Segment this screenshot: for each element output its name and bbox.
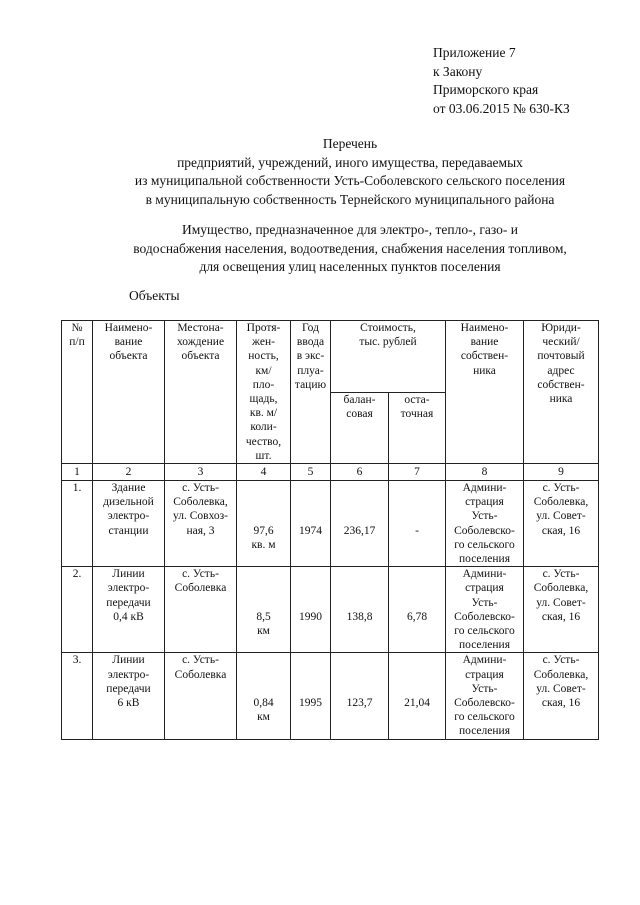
cell-balance: 138,8 [331, 567, 389, 653]
cell-year: 1974 [291, 481, 331, 567]
column-number: 7 [389, 464, 446, 481]
cell-residual: 6,78 [389, 567, 446, 653]
cell-address: с. Усть- Соболевка, ул. Совет- ская, 16 [524, 481, 599, 567]
column-number: 2 [93, 464, 165, 481]
heading-line: из муниципальной собственности Усть-Соболевского сельского поселения [134, 173, 566, 188]
table-row [62, 567, 599, 653]
column-number: 3 [165, 464, 237, 481]
appendix-line: от 03.06.2015 № 630-КЗ [433, 100, 570, 116]
column-number: 1 [62, 464, 93, 481]
cell-residual: 21,04 [389, 653, 446, 739]
column-number-row [62, 464, 599, 481]
subheading-line: водоснабжения населения, водоотведения, снабжения населения топливом, [133, 240, 567, 256]
cell-length: 8,5 км [237, 567, 291, 653]
cell-balance: 236,17 [331, 481, 389, 567]
cell-name: Линии электро- передачи 6 кВ [93, 653, 165, 739]
cell-no: 3. [62, 653, 93, 739]
cell-owner: Админи- страция Усть- Соболевско- го сельского поселения [446, 567, 524, 653]
heading-line: предприятий, учреждений, иного имущества, передаваемых [177, 154, 523, 170]
objects-label: Объекты [129, 288, 180, 303]
header-residual: оста- точная [389, 392, 446, 464]
cell-no: 1. [62, 481, 93, 567]
cell-location: с. Усть- Соболевка [165, 567, 237, 653]
cell-address: с. Усть- Соболевка, ул. Совет- ская, 16 [524, 567, 599, 653]
column-number: 8 [446, 464, 524, 481]
cell-address: с. Усть- Соболевка, ул. Совет- ская, 16 [524, 653, 599, 739]
cell-year: 1990 [291, 567, 331, 653]
heading-line: в муниципальную собственность Тернейского муниципального района [145, 191, 555, 207]
header-name: Наимено- вание объекта [93, 321, 165, 464]
appendix-line: Приложение 7 [433, 45, 516, 60]
column-number: 5 [291, 464, 331, 481]
header-location: Местона- хождение объекта [165, 321, 237, 464]
subheading-line: Имущество, предназначенное для электро-, тепло-, газо- и [182, 222, 518, 237]
cell-name: Линии электро- передачи 0,4 кВ [93, 567, 165, 653]
column-number: 6 [331, 464, 389, 481]
cell-owner: Админи- страция Усть- Соболевско- го сельского поселения [446, 481, 524, 567]
table-header-row [62, 321, 599, 393]
cell-balance: 123,7 [331, 653, 389, 739]
cell-year: 1995 [291, 653, 331, 739]
cell-length: 0,84 км [237, 653, 291, 739]
cell-name: Здание дизельной электро- станции [93, 481, 165, 567]
cell-location: с. Усть- Соболевка, ул. Совхоз- ная, 3 [165, 481, 237, 567]
appendix-line: Приморского края [433, 82, 539, 97]
header-year: Год ввода в экс- плуа- тацию [291, 321, 331, 464]
appendix-block [433, 44, 570, 118]
table-row [62, 653, 599, 739]
header-length: Протя- жен- ность, км/ пло- щадь, кв. м/ коли- чество, шт. [237, 321, 291, 464]
cell-no: 2. [62, 567, 93, 653]
cell-residual: - [389, 481, 446, 567]
table-row [62, 481, 599, 567]
heading-line: Перечень [322, 136, 378, 151]
header-cost: Стоимость, тыс. рублей [331, 321, 446, 393]
header-address: Юриди- ческий/ почтовый адрес собствен- ника [524, 321, 599, 464]
header-balance: балан- совая [331, 392, 389, 464]
header-no: № п/п [62, 321, 93, 464]
subheading-line: для освещения улиц населенных пунктов поселения [199, 259, 501, 274]
cell-owner: Админи- страция Усть- Соболевско- го сельского поселения [446, 653, 524, 739]
column-number: 4 [237, 464, 291, 481]
column-number: 9 [524, 464, 599, 481]
document-subheading [60, 221, 640, 277]
cell-length: 97,6 кв. м [237, 481, 291, 567]
cell-location: с. Усть- Соболевка [165, 653, 237, 739]
header-owner: Наимено- вание собствен- ника [446, 321, 524, 464]
appendix-line: к Закону [433, 63, 483, 79]
document-heading [60, 135, 640, 209]
property-table [61, 320, 599, 740]
